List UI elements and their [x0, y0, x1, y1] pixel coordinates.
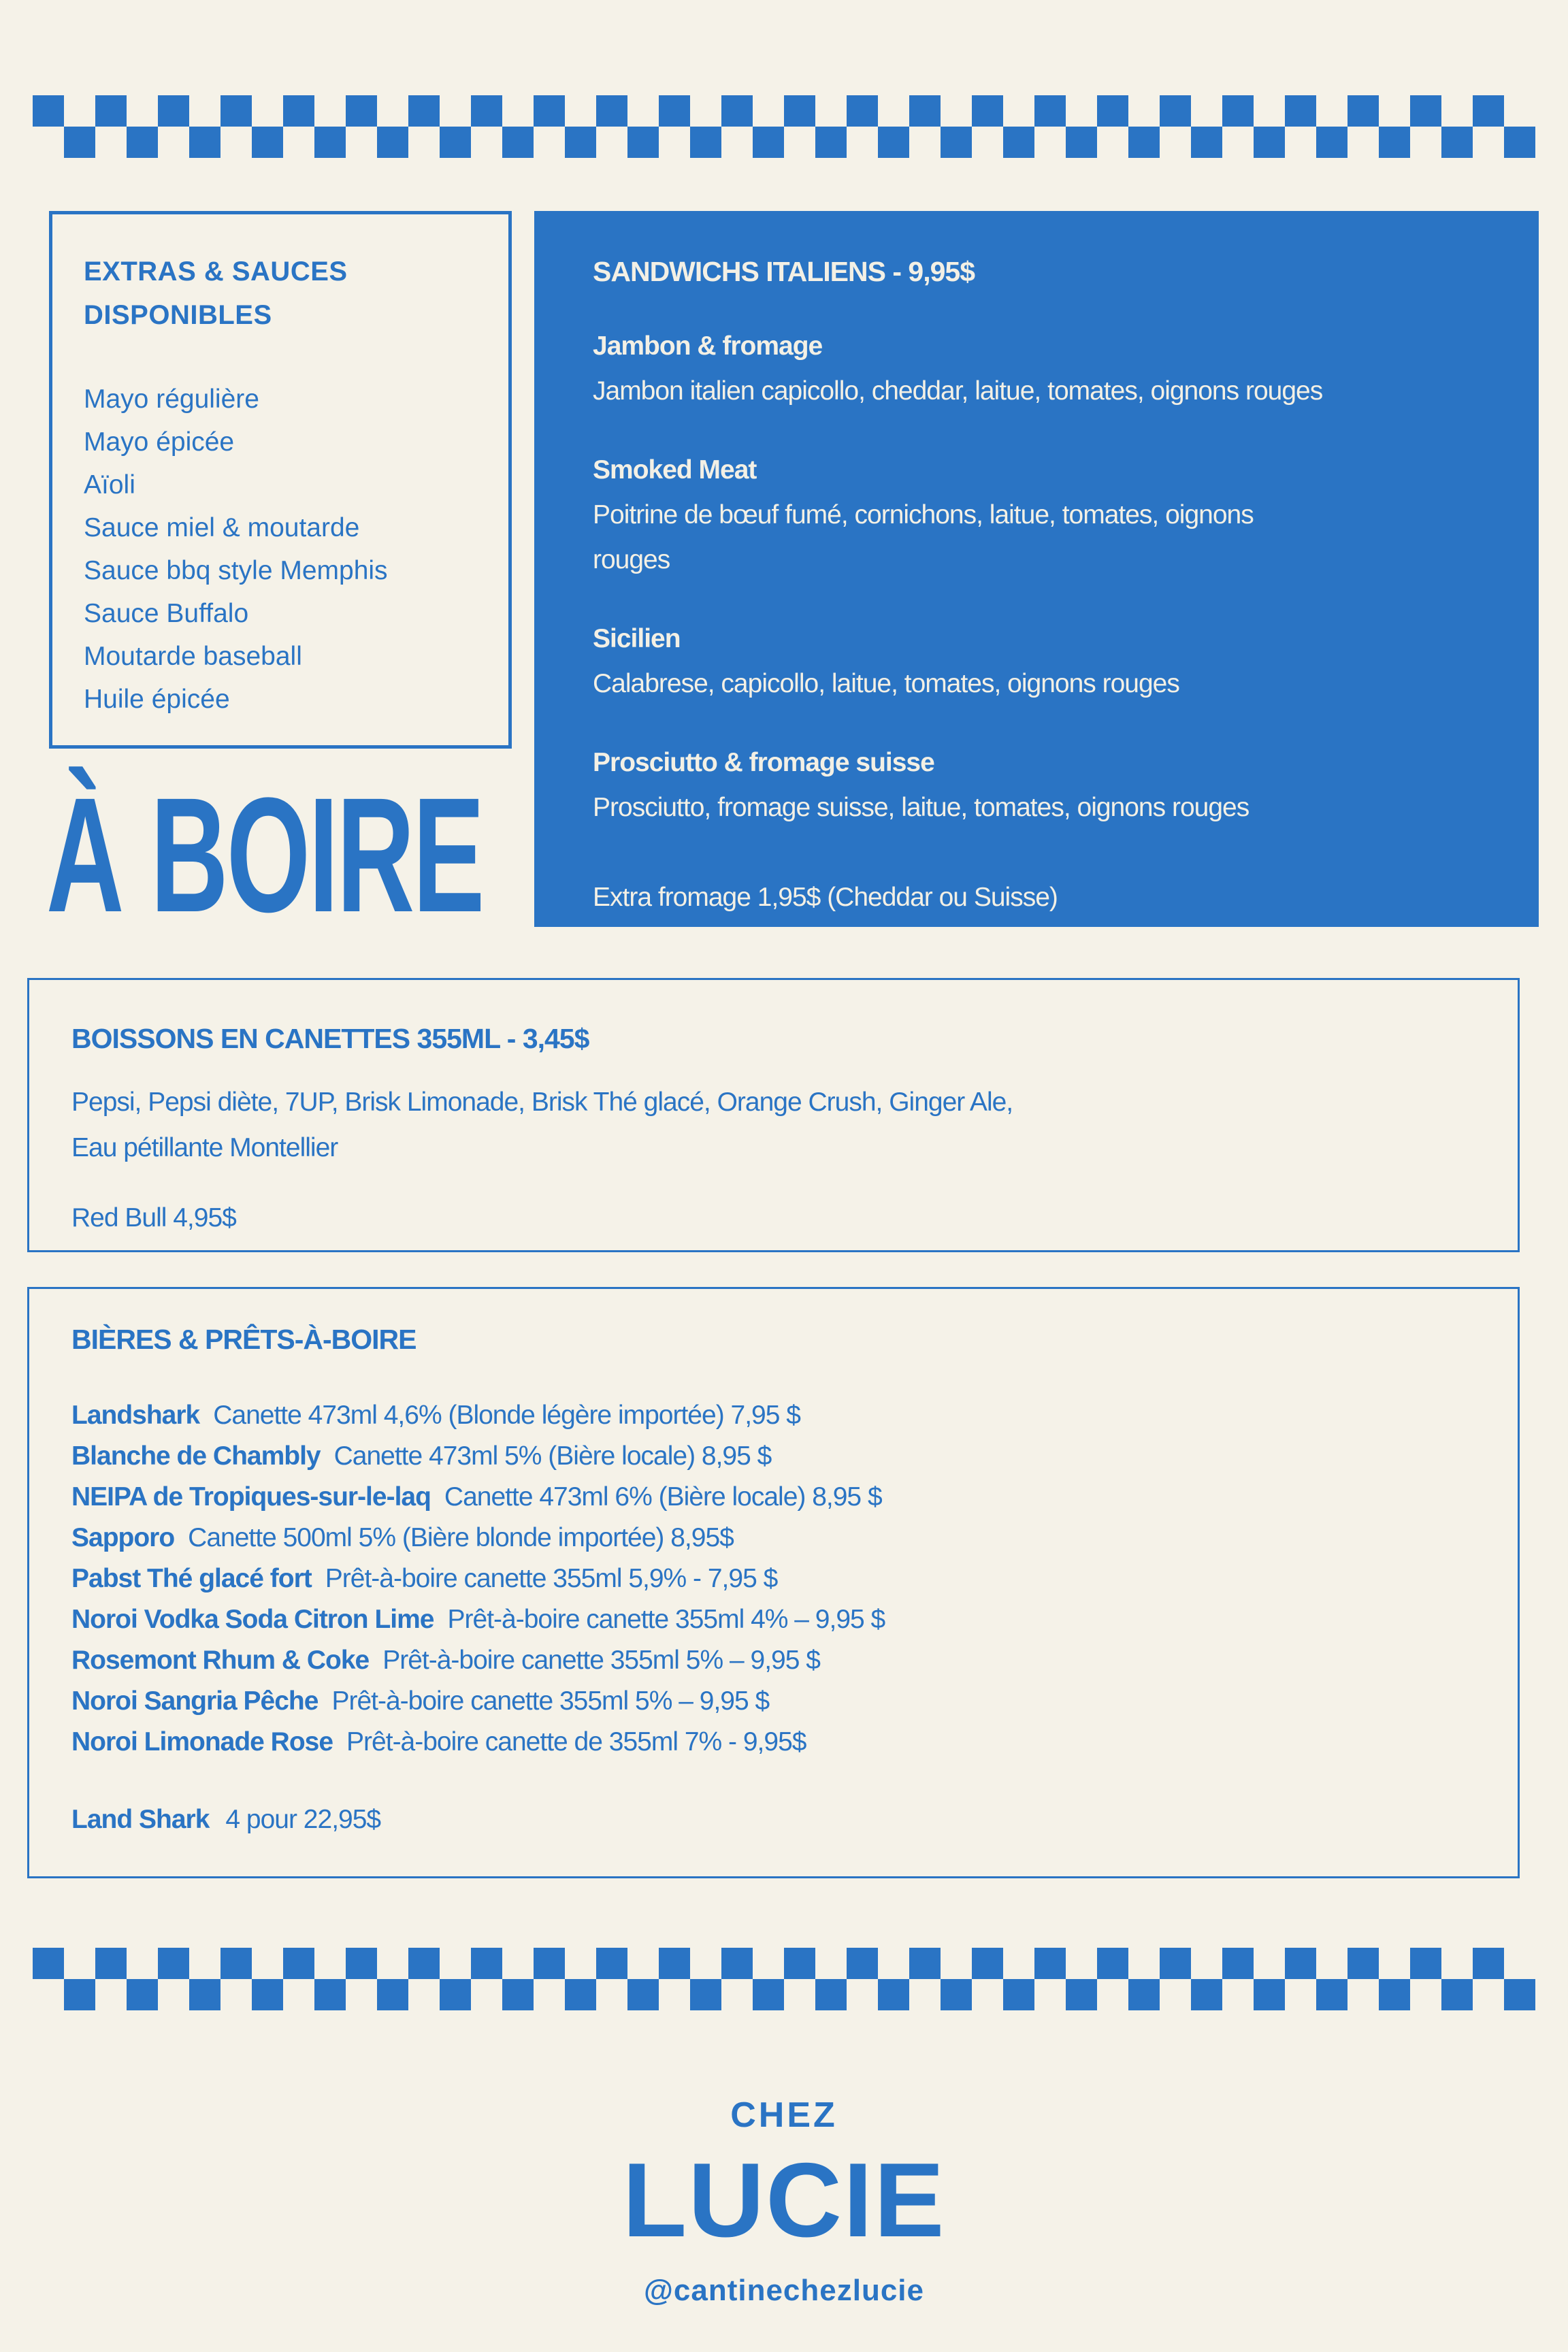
extras-title [84, 250, 477, 337]
extras-items-list [84, 378, 477, 721]
brand-lucie-logo: LUCIE [622, 2141, 946, 2259]
a-boire-heading: À BOIRE [46, 764, 483, 946]
beer-name: Noroi Vodka Soda Citron Lime [71, 1605, 434, 1634]
beer-desc: Canette 500ml 5% (Bière blonde importée) 8,95$ [188, 1523, 734, 1552]
sandwich-name: Jambon & fromage [593, 331, 823, 361]
extras-item: Aïoli [84, 470, 135, 500]
footer-logo [0, 2095, 1568, 2310]
sandwich-name: Smoked Meat [593, 455, 757, 485]
sandwich-name: Sicilien [593, 624, 681, 653]
beer-desc: Prêt-à-boire canette de 355ml 7% - 9,95$ [346, 1727, 806, 1757]
land-shark-deal [71, 1799, 1475, 1840]
beer-name: Blanche de Chambly [71, 1441, 321, 1471]
beer-name: NEIPA de Tropiques-sur-le-laq [71, 1482, 431, 1512]
red-bull-item: Red Bull 4,95$ [71, 1203, 236, 1232]
sandwich-desc: Prosciutto, fromage suisse, laitue, tomates, oignons rouges [593, 793, 1250, 822]
extras-sauces-box [49, 211, 512, 749]
beer-name: Sapporo [71, 1523, 175, 1552]
beer-row [71, 1640, 1475, 1681]
beer-desc: Canette 473ml 6% (Bière locale) 8,95 $ [444, 1482, 882, 1512]
beer-row [71, 1477, 1475, 1518]
instagram-handle[interactable]: @cantinechezlucie [643, 2274, 925, 2307]
boissons-heading: BOISSONS EN CANETTES 355ML - 3,45$ [71, 1023, 589, 1054]
deal-name: Land Shark [71, 1805, 210, 1834]
extras-item: Sauce bbq style Memphis [84, 556, 388, 585]
beer-list [71, 1395, 1475, 1763]
extras-item: Mayo épicée [84, 427, 235, 457]
beer-row [71, 1722, 1475, 1763]
deal-desc: 4 pour 22,95$ [225, 1805, 381, 1834]
extras-item: Moutarde baseball [84, 642, 302, 671]
beer-name: Noroi Sangria Pêche [71, 1686, 318, 1716]
sandwich-desc-line2: rouges [593, 545, 670, 574]
sandwich-desc: Jambon italien capicollo, cheddar, laitue, tomates, oignons rouges [593, 376, 1323, 406]
extras-item: Sauce Buffalo [84, 599, 249, 628]
sandwich-section-smoked-meat [593, 448, 1480, 583]
boissons-list [71, 1079, 1475, 1171]
beer-row [71, 1681, 1475, 1722]
beer-desc: Canette 473ml 4,6% (Blonde légère importée) 7,95 $ [213, 1401, 800, 1430]
sandwich-section-jambon-fromage [593, 324, 1480, 414]
beer-row [71, 1395, 1475, 1436]
extras-title-line2: DISPONIBLES [84, 300, 272, 330]
checker-border-top [33, 95, 1535, 158]
extras-title-line1: EXTRAS & SAUCES [84, 257, 348, 287]
beer-row [71, 1599, 1475, 1640]
beer-name: Noroi Limonade Rose [71, 1727, 333, 1757]
checker-row [33, 1948, 1535, 1979]
beer-desc: Canette 473ml 5% (Bière locale) 8,95 $ [333, 1441, 772, 1471]
beer-name: Rosemont Rhum & Coke [71, 1646, 370, 1675]
beer-name: Pabst Thé glacé fort [71, 1564, 312, 1593]
boissons-line1: Pepsi, Pepsi diète, 7UP, Brisk Limonade, Brisk Thé glacé, Orange Crush, Ginger Ale, [71, 1088, 1013, 1117]
beer-desc: Prêt-à-boire canette 355ml 5% – 9,95 $ [382, 1646, 820, 1675]
sandwich-desc: Calabrese, capicollo, laitue, tomates, oignons rouges [593, 669, 1179, 698]
sandwichs-heading: SANDWICHS ITALIENS - 9,95$ [593, 256, 975, 287]
beer-desc: Prêt-à-boire canette 355ml 5% – 9,95 $ [331, 1686, 770, 1716]
extras-item: Huile épicée [84, 685, 230, 714]
beer-desc: Prêt-à-boire canette 355ml 5,9% - 7,95 $ [325, 1564, 778, 1593]
extras-item: Sauce miel & moutarde [84, 513, 360, 542]
brand-chez: CHEZ [730, 2095, 838, 2135]
sandwich-desc: Poitrine de bœuf fumé, cornichons, laitue, tomates, oignons [593, 500, 1254, 529]
beer-row [71, 1558, 1475, 1599]
bieres-box [27, 1287, 1520, 1878]
sandwich-section-sicilien [593, 617, 1480, 706]
beer-row [71, 1436, 1475, 1477]
checker-row-offset [33, 1979, 1535, 2010]
bieres-heading: BIÈRES & PRÊTS-À-BOIRE [71, 1324, 416, 1355]
beer-name: Landshark [71, 1401, 200, 1430]
checker-row [33, 95, 1535, 127]
beer-row [71, 1518, 1475, 1558]
extras-item: Mayo régulière [84, 385, 259, 414]
checker-border-bottom [33, 1948, 1535, 2010]
extra-fromage-note: Extra fromage 1,95$ (Cheddar ou Suisse) [593, 883, 1058, 912]
sandwich-name: Prosciutto & fromage suisse [593, 748, 934, 777]
boissons-line2: Eau pétillante Montellier [71, 1133, 338, 1162]
boissons-canettes-box [27, 978, 1520, 1252]
sandwichs-italiens-box [534, 211, 1539, 927]
checker-row-offset [33, 127, 1535, 158]
beer-desc: Prêt-à-boire canette 355ml 4% – 9,95 $ [447, 1605, 885, 1634]
sandwich-section-prosciutto [593, 740, 1480, 830]
